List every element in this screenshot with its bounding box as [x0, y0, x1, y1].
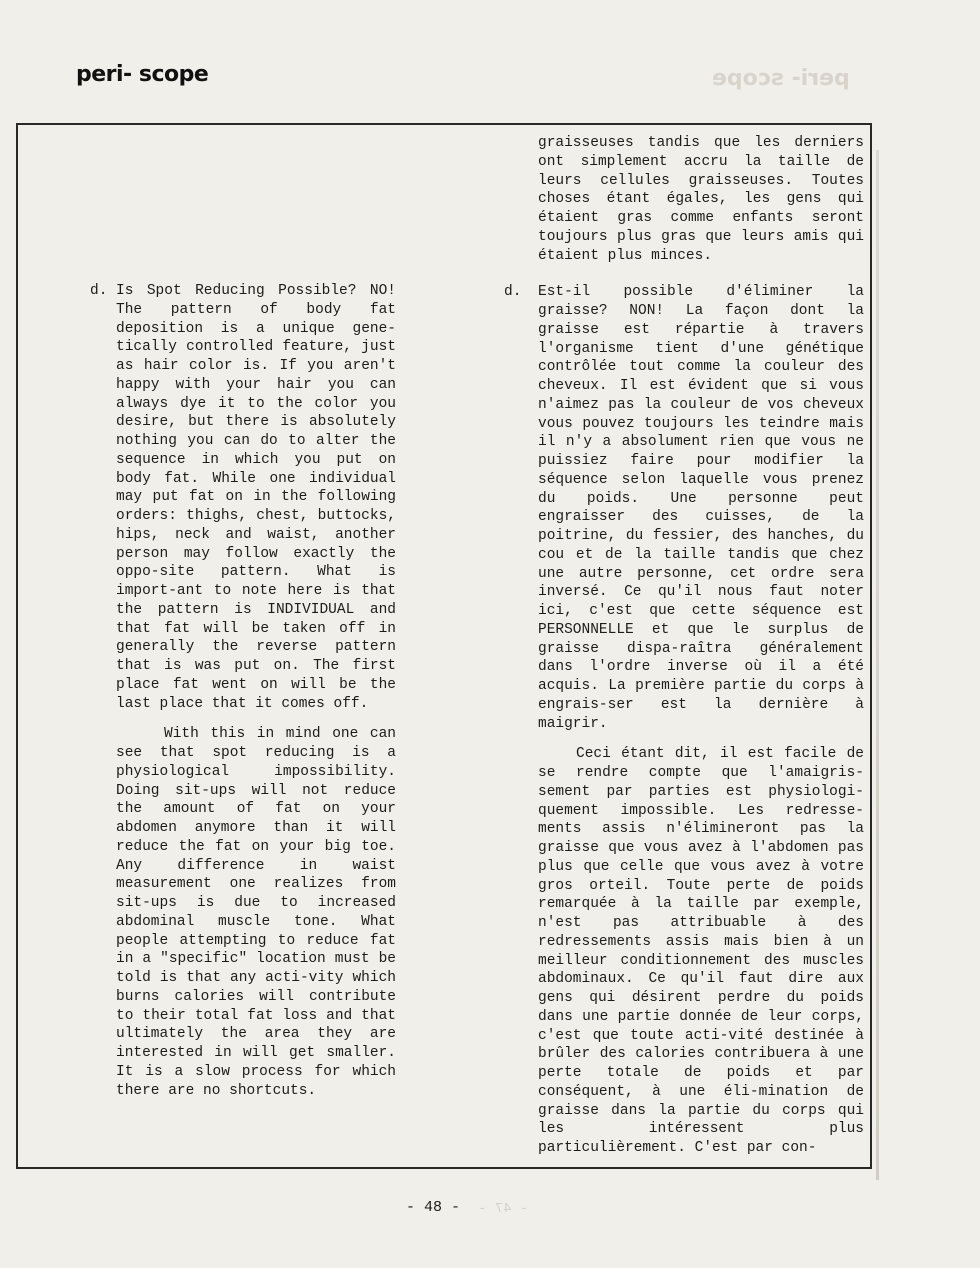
item-label: d.	[90, 283, 108, 299]
page-number: - 48 -	[406, 1199, 461, 1216]
item-d-text-fr: Est-il possible d'éliminer la graisse? NON! La façon dont la graisse est répartie à travers l'organisme tient d'une génétique contrôlée tout comme la couleur des cheveux. Il est évident que si vous n'aimez pas la couleur de vos cheveux vous pouvez toujours les teindre mais il n'y a absolument rien que vous ne puissiez faire pour modifier la séquence selon laquelle vous prenez du poids. Une personne peut engraisser des cuisses, de la poitrine, du fessier, des hanches, du cou et de la taille tandis que chez une autre personne, cet ordre sera inversé. Ce qu'il nous faut noter ici, c'est que cette séquence est PERSONNELLE et que le surplus de graisse dispa-raîtra généralement dans l'ordre inverse où il a été acquis. La première partie du corps à engrais-ser est la dernière à maigrir.	[538, 284, 864, 732]
paragraph-2: With this in mind one can see that spot reducing is a physiological impossibility. Doing sit-ups will not reduce the amount of fat on your abdomen anymore than it will reduce the fat on your big toe. Any difference in waist measurement one realizes from sit-ups is due to increased abdominal muscle tone. What people attempting to reduce fat in a "specific" location must be told is that any acti-vity which burns calories will contribute to their total fat loss and that ultimately the area they are interested in will get smaller. It is a slow process for which there are no shortcuts.	[116, 726, 396, 1099]
item-d-paragraph	[68, 282, 396, 713]
paragraph-2-fr: Ceci étant dit, il est facile de se rendre compte que l'amaigris-sement par parties est physiologi-quement impossible. Les redresse-ments assis n'élimineront pas la graisse que vous avez à l'abdomen pas plus que celle que vous avez à votre gros orteil. Toute perte de poids remarquée à la taille par exemple, n'est pas attribuable à des redressements assis mais bien à un meilleur conditionnement des muscles abdominaux. Ce qu'il faut dire aux gens qui désirent perdre du poids dans une partie donnée de leur corps, c'est que toute acti-vité destinée à brûler des calories contribuera à une perte totale de poids et par conséquent, à une éli-mination de graisse dans la partie du corps qui les intéressent plus particulièrement. C'est par con-	[538, 746, 864, 1156]
english-column	[68, 282, 396, 1100]
item-d-paragraph-fr	[500, 283, 864, 733]
bleed-through-header: peri- scope	[712, 66, 850, 91]
page-edge-shadow	[876, 150, 879, 1180]
continuation-paragraph: graisseuses tandis que les derniers ont simplement accru la taille de leurs cellules graisseuses. Toutes choses étant égales, les gens qui étaient gras comme enfants seront toujours plus gras que leurs amis qui étaient plus minces.	[538, 135, 864, 264]
french-column	[500, 134, 864, 1158]
bleed-through-page-number: - 47 -	[478, 1201, 529, 1217]
page-header-title: peri- scope	[76, 62, 209, 87]
item-d-text: Is Spot Reducing Possible? NO! The pattern of body fat deposition is a unique gene-tically controlled feature, just as hair color is. If you aren't happy with your hair you can always dye it to the color you desire, but there is absolutely nothing you can do to alter the sequence in which you put on body fat. While one individual may put fat on in the following orders: thighs, chest, buttocks, hips, neck and waist, another person may follow exactly the oppo-site pattern. What is import-ant to note here is that the pattern is INDIVIDUAL and that fat will be taken off in generally the reverse pattern that is was put on. The first place fat went on will be the last place that it comes off.	[116, 283, 396, 712]
item-label-fr: d.	[504, 284, 522, 301]
